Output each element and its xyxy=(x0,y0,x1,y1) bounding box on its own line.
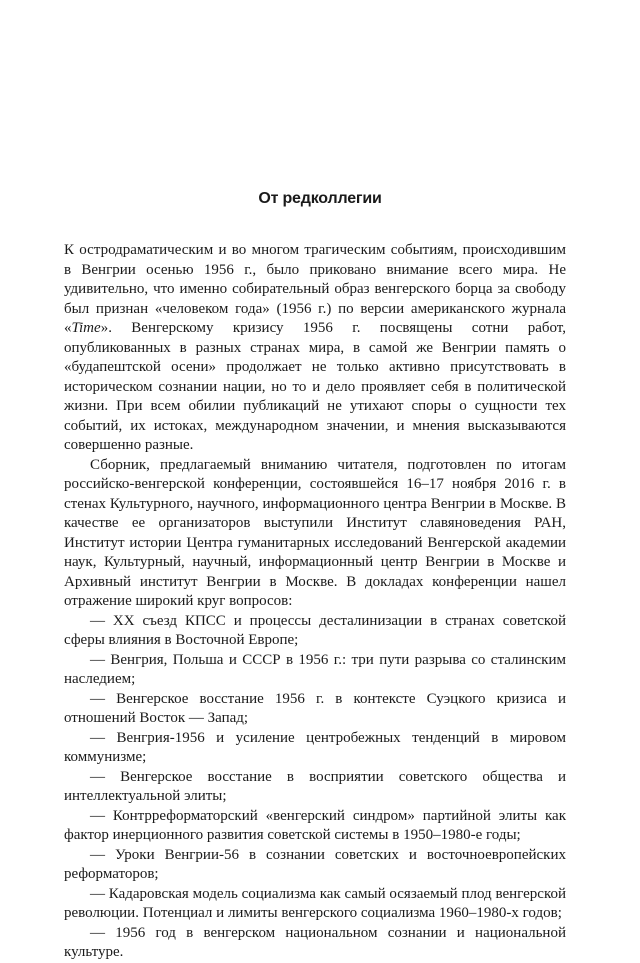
list-item: — Венгрия, Польша и СССР в 1956 г.: три пути разрыва со сталинским наследием; xyxy=(64,651,566,687)
paragraph: К остродраматическим и во многом трагическим событиям, происходившим в Венгрии осенью 1956 г., было приковано внимание всего мира. Не удивительно, что именно собирательный образ венгерского борца за свободу был признан «человеком года» (1956 г.) по версии американского журнала «Time». Венгерскому кризису 1956 г. посвящены сотни работ, опубликованных в разных странах мира, в самой же Венгрии память о «будапештской осени» продолжает не только активно присутствовать в историческом сознании нации, но то и дело проявляет себя в политической жизни. При всем обилии публикаций не утихают споры о сущности тех событий, их истоках, международном значении, и мнения высказываются совершенно разные. xyxy=(64,242,566,453)
list-item: — Венгрия-1956 и усиление центробежных тенденций в мировом коммунизме; xyxy=(64,729,566,765)
list-item: — Венгерское восстание 1956 г. в контексте Суэцкого кризиса и отношений Восток — Запад; xyxy=(64,690,566,726)
list-item: — XX съезд КПСС и процессы десталинизации в странах советской сферы влияния в Восточной Европе; xyxy=(64,612,566,648)
section-title: От редколлегии xyxy=(258,190,382,207)
list-item: — Контрреформаторский «венгерский синдром» партийной элиты как фактор инерционного развития советской системы в 1950–1980-е годы; xyxy=(64,807,566,843)
list-item: — Уроки Венгрии-56 в сознании советских и восточноевропейских реформаторов; xyxy=(64,846,566,882)
list-item: — Кадаровская модель социализма как самый осязаемый плод венгерской революции. Потенциал и лимиты венгерского социализма 1960–1980-х годов; xyxy=(64,885,566,921)
journal-name: Time xyxy=(71,320,101,336)
list-item: — 1956 год в венгерском национальном сознании и национальной культуре. xyxy=(64,924,566,960)
paragraph: Сборник, предлагаемый вниманию читателя, подготовлен по итогам российско-венгерской конференции, состоявшейся 16–17 ноября 2016 г. в стенах Культурного, научного, информационного центра Венгрии в Москве. В качестве ее организаторов выступили Институт славяноведения РАН, Институт истории Центра гуманитарных исследований Венгерской академии наук, Культурный, научный, информационный центр Венгрии в Москве и Архивный институт Венгрии в Москве. В докладах конференции нашел отражение широкий круг вопросов: xyxy=(64,456,566,609)
list-item: — Венгерское восстание в восприятии советского общества и интеллектуальной элиты; xyxy=(64,768,566,804)
body-text xyxy=(64,241,566,963)
